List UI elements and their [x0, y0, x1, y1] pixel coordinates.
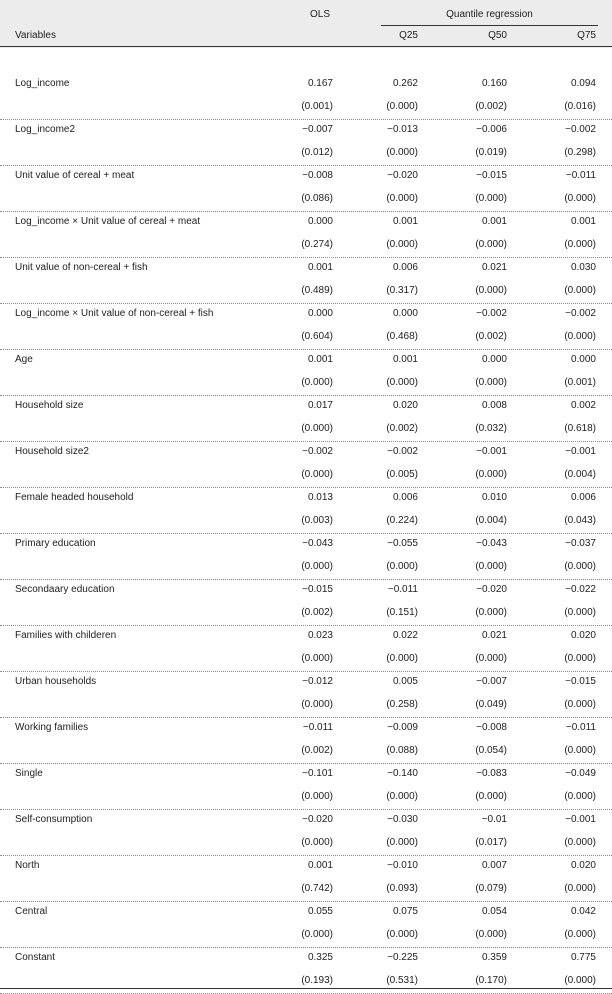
coef-row — [0, 855, 612, 878]
pvalue-ols: (0.000) — [301, 699, 333, 710]
coef-row — [0, 487, 612, 510]
pvalue-q50: (0.000) — [475, 193, 507, 204]
pvalue-q75: (0.000) — [564, 653, 596, 664]
pvalue-row — [0, 510, 612, 534]
pvalue-ols: (0.002) — [301, 607, 333, 618]
pvalue-q50: (0.000) — [475, 607, 507, 618]
coef-row — [0, 257, 612, 280]
coef-q75: 0.002 — [570, 400, 596, 411]
header-rule — [0, 46, 612, 47]
pvalue-q50: (0.170) — [475, 975, 507, 986]
pvalue-row — [0, 96, 612, 120]
pvalue-q50: (0.002) — [475, 331, 507, 342]
variable-label: Constant — [15, 952, 56, 963]
pvalue-q25: (0.005) — [386, 469, 418, 480]
pvalue-ols: (0.012) — [301, 147, 333, 158]
pvalue-q50: (0.000) — [475, 469, 507, 480]
pvalue-q25: (0.000) — [386, 147, 418, 158]
coef-row — [0, 579, 612, 602]
coef-q25: −0.013 — [387, 124, 418, 135]
pvalue-q50: (0.000) — [475, 929, 507, 940]
pvalue-q25: (0.317) — [386, 285, 418, 296]
pvalue-row — [0, 234, 612, 258]
coef-q25: 0.006 — [392, 492, 418, 503]
coef-ols: −0.020 — [302, 814, 333, 825]
coef-q25: −0.011 — [387, 584, 418, 595]
pvalue-q25: (0.531) — [386, 975, 418, 986]
pvalue-q75: (0.000) — [564, 699, 596, 710]
pvalue-row — [0, 372, 612, 396]
coef-q75: −0.002 — [565, 124, 596, 135]
pvalue-q50: (0.049) — [475, 699, 507, 710]
pvalue-q75: (0.298) — [564, 147, 596, 158]
coef-q75: 0.000 — [570, 354, 596, 365]
pvalue-row — [0, 924, 612, 948]
pvalue-q25: (0.000) — [386, 837, 418, 848]
pvalue-q75: (0.000) — [564, 607, 596, 618]
coef-q75: −0.049 — [565, 768, 596, 779]
variable-label: Age — [15, 354, 33, 365]
pvalue-q50: (0.000) — [475, 653, 507, 664]
pvalue-row — [0, 970, 612, 994]
header-q25: Q25 — [399, 30, 418, 41]
pvalue-ols: (0.193) — [301, 975, 333, 986]
coef-ols: −0.015 — [302, 584, 333, 595]
coef-row — [0, 73, 612, 96]
pvalue-row — [0, 786, 612, 810]
pvalue-row — [0, 280, 612, 304]
pvalue-row — [0, 142, 612, 166]
coef-q25: −0.020 — [387, 170, 418, 181]
coef-q50: −0.01 — [481, 814, 507, 825]
coef-q50: 0.160 — [481, 78, 507, 89]
bottom-rule — [0, 988, 612, 989]
pvalue-q50: (0.000) — [475, 791, 507, 802]
pvalue-row — [0, 326, 612, 350]
header-q50: Q50 — [488, 30, 507, 41]
coef-q50: 0.000 — [481, 354, 507, 365]
coef-q50: −0.007 — [476, 676, 507, 687]
pvalue-row — [0, 556, 612, 580]
coef-ols: 0.055 — [307, 906, 333, 917]
pvalue-q75: (0.016) — [564, 101, 596, 112]
pvalue-q25: (0.000) — [386, 561, 418, 572]
pvalue-q25: (0.000) — [386, 653, 418, 664]
pvalue-ols: (0.489) — [301, 285, 333, 296]
pvalue-row — [0, 648, 612, 672]
pvalue-q25: (0.151) — [386, 607, 418, 618]
pvalue-q25: (0.224) — [386, 515, 418, 526]
coef-row — [0, 349, 612, 372]
header-quantile-regression: Quantile regression — [446, 9, 533, 20]
coef-q50: −0.083 — [476, 768, 507, 779]
pvalue-q75: (0.000) — [564, 975, 596, 986]
pvalue-q75: (0.000) — [564, 929, 596, 940]
pvalue-ols: (0.000) — [301, 653, 333, 664]
coef-q75: −0.015 — [565, 676, 596, 687]
pvalue-q25: (0.000) — [386, 193, 418, 204]
pvalue-q75: (0.000) — [564, 837, 596, 848]
pvalue-q25: (0.000) — [386, 101, 418, 112]
coef-q75: −0.001 — [565, 446, 596, 457]
coef-ols: 0.001 — [307, 860, 333, 871]
pvalue-q50: (0.004) — [475, 515, 507, 526]
pvalue-q75: (0.000) — [564, 883, 596, 894]
coef-q75: −0.011 — [565, 170, 596, 181]
pvalue-q75: (0.043) — [564, 515, 596, 526]
coef-q75: −0.011 — [565, 722, 596, 733]
coef-row — [0, 809, 612, 832]
pvalue-q75: (0.000) — [564, 285, 596, 296]
coef-q25: −0.010 — [387, 860, 418, 871]
variable-label: Self-consumption — [15, 814, 93, 825]
coef-ols: 0.023 — [307, 630, 333, 641]
pvalue-ols: (0.000) — [301, 791, 333, 802]
pvalue-ols: (0.000) — [301, 929, 333, 940]
pvalue-row — [0, 188, 612, 212]
variable-label: Log_income — [15, 78, 70, 89]
pvalue-q50: (0.000) — [475, 377, 507, 388]
coef-q25: 0.001 — [392, 216, 418, 227]
coef-q50: 0.008 — [481, 400, 507, 411]
pvalue-q75: (0.000) — [564, 193, 596, 204]
variable-label: Unit value of cereal + meat — [15, 170, 135, 181]
pvalue-q50: (0.019) — [475, 147, 507, 158]
pvalue-ols: (0.604) — [301, 331, 333, 342]
coef-q25: 0.262 — [392, 78, 418, 89]
pvalue-q25: (0.093) — [386, 883, 418, 894]
pvalue-row — [0, 602, 612, 626]
coef-row — [0, 947, 612, 970]
variable-label: Families with childeren — [15, 630, 117, 641]
coef-ols: −0.011 — [302, 722, 333, 733]
coef-ols: 0.325 — [307, 952, 333, 963]
pvalue-q75: (0.000) — [564, 561, 596, 572]
coef-ols: −0.012 — [302, 676, 333, 687]
coef-q25: −0.009 — [387, 722, 418, 733]
coef-q75: 0.020 — [570, 860, 596, 871]
coef-q50: 0.021 — [481, 262, 507, 273]
coef-q75: 0.775 — [570, 952, 596, 963]
pvalue-q50: (0.017) — [475, 837, 507, 848]
pvalue-q25: (0.000) — [386, 377, 418, 388]
coef-q75: 0.042 — [570, 906, 596, 917]
coef-q25: −0.055 — [387, 538, 418, 549]
coef-row — [0, 533, 612, 556]
coef-q25: 0.005 — [392, 676, 418, 687]
pvalue-q75: (0.000) — [564, 745, 596, 756]
pvalue-ols: (0.003) — [301, 515, 333, 526]
variable-label: Household size — [15, 400, 84, 411]
coef-row — [0, 901, 612, 924]
coef-q50: −0.008 — [476, 722, 507, 733]
coef-q75: −0.037 — [565, 538, 596, 549]
pvalue-ols: (0.000) — [301, 423, 333, 434]
variable-label: Household size2 — [15, 446, 89, 457]
coef-q25: −0.002 — [387, 446, 418, 457]
coef-q50: 0.001 — [481, 216, 507, 227]
coef-ols: −0.002 — [302, 446, 333, 457]
coef-ols: 0.167 — [307, 78, 333, 89]
pvalue-q50: (0.002) — [475, 101, 507, 112]
coef-q50: −0.002 — [476, 308, 507, 319]
table-header — [0, 0, 612, 48]
coef-q25: −0.030 — [387, 814, 418, 825]
coef-q25: 0.000 — [392, 308, 418, 319]
pvalue-ols: (0.002) — [301, 745, 333, 756]
pvalue-row — [0, 832, 612, 856]
coef-q25: −0.225 — [387, 952, 418, 963]
pvalue-ols: (0.000) — [301, 469, 333, 480]
pvalue-q25: (0.000) — [386, 791, 418, 802]
pvalue-q75: (0.001) — [564, 377, 596, 388]
coef-row — [0, 165, 612, 188]
header-ols: OLS — [309, 9, 330, 20]
coef-ols: 0.000 — [307, 308, 333, 319]
pvalue-q75: (0.000) — [564, 791, 596, 802]
coef-q25: 0.020 — [392, 400, 418, 411]
variable-label: Central — [15, 906, 48, 917]
coef-row — [0, 671, 612, 694]
coef-q75: −0.002 — [565, 308, 596, 319]
pvalue-ols: (0.274) — [301, 239, 333, 250]
coef-q75: −0.022 — [565, 584, 596, 595]
coef-q50: 0.021 — [481, 630, 507, 641]
coef-ols: 0.001 — [307, 354, 333, 365]
coef-ols: 0.017 — [307, 400, 333, 411]
coef-row — [0, 211, 612, 234]
coef-row — [0, 717, 612, 740]
pvalue-q25: (0.000) — [386, 239, 418, 250]
variable-label: Log_income2 — [15, 124, 76, 135]
coef-q50: −0.006 — [476, 124, 507, 135]
coef-ols: −0.008 — [302, 170, 333, 181]
pvalue-q50: (0.079) — [475, 883, 507, 894]
coef-q50: 0.007 — [481, 860, 507, 871]
coef-q50: 0.010 — [481, 492, 507, 503]
variable-label: Log_income × Unit value of cereal + meat — [15, 216, 201, 227]
coef-q50: −0.001 — [476, 446, 507, 457]
coef-q50: 0.359 — [481, 952, 507, 963]
pvalue-q75: (0.000) — [564, 331, 596, 342]
coef-row — [0, 625, 612, 648]
pvalue-q50: (0.000) — [475, 285, 507, 296]
pvalue-q75: (0.618) — [564, 423, 596, 434]
variable-label: Secondaary education — [15, 584, 115, 595]
coef-ols: −0.007 — [302, 124, 333, 135]
coef-q50: −0.043 — [476, 538, 507, 549]
coef-row — [0, 119, 612, 142]
coef-q75: 0.030 — [570, 262, 596, 273]
coef-q75: 0.006 — [570, 492, 596, 503]
pvalue-q50: (0.000) — [475, 561, 507, 572]
pvalue-ols: (0.742) — [301, 883, 333, 894]
coef-row — [0, 441, 612, 464]
pvalue-ols: (0.086) — [301, 193, 333, 204]
coef-q50: −0.020 — [476, 584, 507, 595]
pvalue-q25: (0.000) — [386, 929, 418, 940]
variable-label: Working families — [15, 722, 89, 733]
coef-ols: −0.101 — [302, 768, 333, 779]
variable-label: Unit value of non-cereal + fish — [15, 262, 148, 273]
coef-ols: −0.043 — [302, 538, 333, 549]
coef-q25: 0.022 — [392, 630, 418, 641]
coef-q75: −0.001 — [565, 814, 596, 825]
coef-ols: 0.001 — [307, 262, 333, 273]
header-q75: Q75 — [577, 30, 596, 41]
pvalue-row — [0, 694, 612, 718]
pvalue-q75: (0.000) — [564, 239, 596, 250]
pvalue-q50: (0.054) — [475, 745, 507, 756]
pvalue-row — [0, 740, 612, 764]
coef-ols: 0.000 — [307, 216, 333, 227]
pvalue-q25: (0.258) — [386, 699, 418, 710]
coef-row — [0, 303, 612, 326]
pvalue-q25: (0.468) — [386, 331, 418, 342]
coef-row — [0, 763, 612, 786]
variable-label: North — [15, 860, 40, 871]
variable-label: Single — [15, 768, 43, 779]
pvalue-row — [0, 464, 612, 488]
pvalue-q75: (0.004) — [564, 469, 596, 480]
pvalue-ols: (0.000) — [301, 837, 333, 848]
variable-label: Urban households — [15, 676, 97, 687]
pvalue-row — [0, 878, 612, 902]
pvalue-q25: (0.002) — [386, 423, 418, 434]
quantile-underline — [381, 25, 598, 26]
coef-q25: 0.075 — [392, 906, 418, 917]
coef-q25: 0.001 — [392, 354, 418, 365]
coef-q75: 0.001 — [570, 216, 596, 227]
pvalue-q50: (0.032) — [475, 423, 507, 434]
coef-q50: 0.054 — [481, 906, 507, 917]
header-variables: Variables — [15, 30, 56, 41]
pvalue-row — [0, 418, 612, 442]
pvalue-q25: (0.088) — [386, 745, 418, 756]
coef-q50: −0.015 — [476, 170, 507, 181]
coef-q75: 0.020 — [570, 630, 596, 641]
coef-q75: 0.094 — [570, 78, 596, 89]
variable-label: Primary education — [15, 538, 96, 549]
pvalue-ols: (0.001) — [301, 101, 333, 112]
coef-q25: −0.140 — [387, 768, 418, 779]
pvalue-ols: (0.000) — [301, 377, 333, 388]
pvalue-q50: (0.000) — [475, 239, 507, 250]
pvalue-ols: (0.000) — [301, 561, 333, 572]
coef-ols: 0.013 — [307, 492, 333, 503]
coef-q25: 0.006 — [392, 262, 418, 273]
coef-row — [0, 395, 612, 418]
variable-label: Female headed household — [15, 492, 134, 503]
variable-label: Log_income × Unit value of non-cereal + fish — [15, 308, 214, 319]
